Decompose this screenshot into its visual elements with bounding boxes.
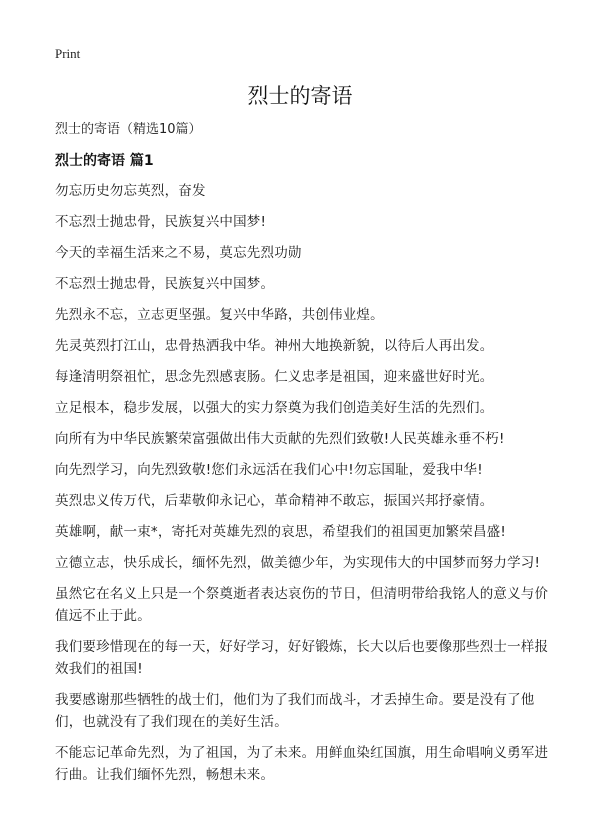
paragraph: 英雄啊，献一束*，寄托对英雄先烈的哀思，希望我们的祖国更加繁荣昌盛! [55,524,506,540]
paragraph: 不能忘记革命先烈，为了祖国，为了未来。用鲜血染红国旗，用生命唱响义勇军进行曲。让我们缅怀先烈，畅想未来。 [55,745,549,783]
section-heading: 烈士的寄语 篇1 [55,153,154,169]
paragraph: 今天的幸福生活来之不易，莫忘先烈功勋 [55,245,302,261]
paragraph: 向所有为中华民族繁荣富强做出伟大贡献的先烈们致敬!人民英雄永垂不朽! [55,431,505,447]
article-body [55,180,555,795]
paragraph: 不忘烈士抛忠骨，民族复兴中国梦。 [55,276,275,292]
paragraph: 不忘烈士抛忠骨，民族复兴中国梦! [55,214,267,230]
paragraph: 我要感谢那些牺牲的战士们，他们为了我们而战斗，才丢掉生命。要是没有了他们，也就没有了我们现在的美好生活。 [55,692,535,730]
paragraph: 每逢清明祭祖忙，思念先烈感衷肠。仁义忠孝是祖国，迎来盛世好时光。 [55,369,494,385]
paragraph: 立足根本，稳步发展，以强大的实力祭奠为我们创造美好生活的先烈们。 [55,400,494,416]
paragraph: 勿忘历史勿忘英烈，奋发 [55,183,206,199]
paragraph: 向先烈学习，向先烈致敬!您们永远活在我们心中!勿忘国耻，爱我中华! [55,462,483,478]
paragraph: 英烈忠义传万代，后辈敬仰永记心，革命精神不敢忘，振国兴邦抒豪情。 [55,493,494,509]
document-subtitle: 烈士的寄语（精选10篇） [55,122,202,137]
paragraph: 立德立志，快乐成长，缅怀先烈，做美德少年，为实现伟大的中国梦而努力学习! [55,555,541,571]
paragraph: 先烈永不忘，立志更坚强。复兴中华路，共创伟业煌。 [55,307,384,323]
page-title: 烈士的寄语 [247,84,353,108]
paragraph: 先灵英烈打江山，忠骨热洒我中华。神州大地换新貌，以待后人再出发。 [55,338,494,354]
paragraph: 虽然它在名义上只是一个祭奠逝者表达哀伤的节日，但清明带给我铭人的意义与价值远不止于此。 [55,586,549,624]
paragraph: 我们要珍惜现在的每一天，好好学习，好好锻炼，长大以后也要像那些烈士一样报效我们的祖国! [55,639,549,677]
print-link[interactable]: Print [55,46,81,61]
